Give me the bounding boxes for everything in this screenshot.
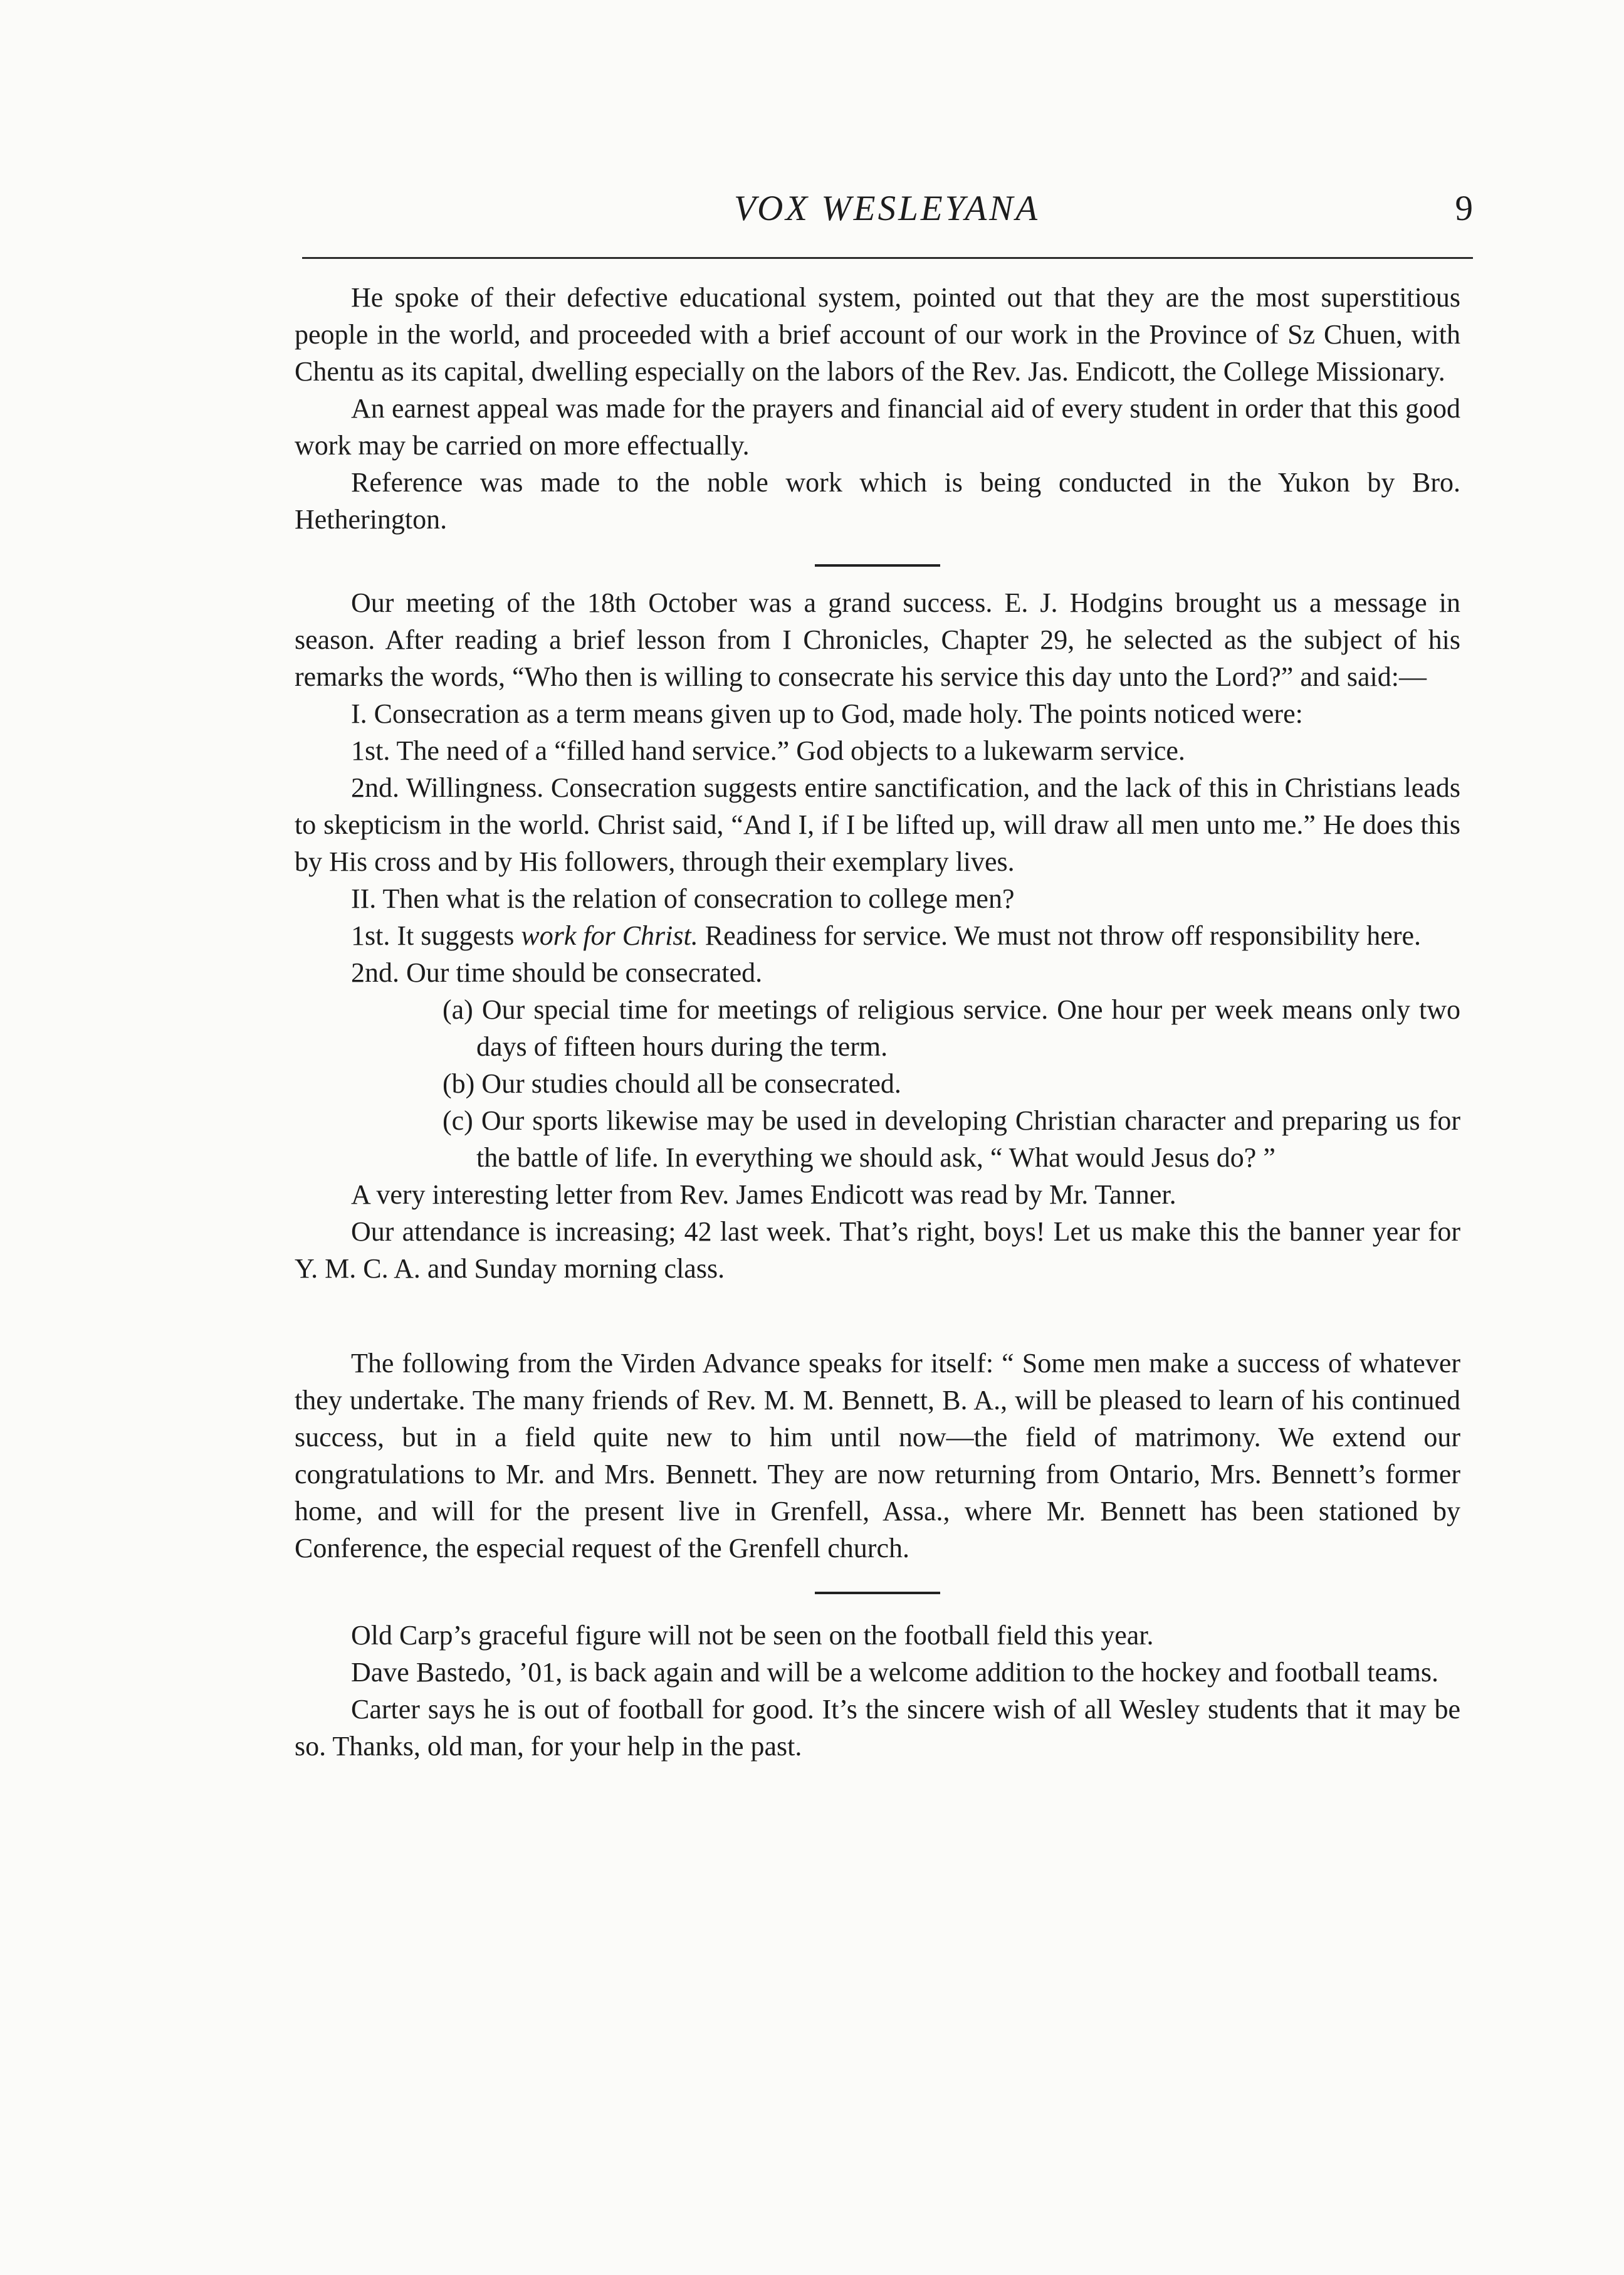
list-item: (b) Our studies chould all be consecrated. <box>443 1068 901 1099</box>
emphasis-text: work for Christ. <box>521 920 698 951</box>
paragraph: Reference was made to the noble work which is being conducted in the Yukon by Bro. Hetherington. <box>295 467 1460 535</box>
list-item: (c) Our sports likewise may be used in developing Christian character and preparing us for the battle of life. In everything we should ask, “ What would Jesus do? ” <box>443 1105 1460 1173</box>
paragraph: 2nd. Our time should be consecrated. <box>351 957 763 988</box>
paragraph-lead: 1st. It suggests <box>351 920 521 951</box>
journal-title: VOX WESLEYANA <box>733 189 1040 228</box>
running-header <box>301 188 1473 238</box>
paragraph: Our attendance is increasing; 42 last week. That’s right, boys! Let us make this the banner year for Y. M. C. A. and Sunday morning class. <box>295 1216 1460 1284</box>
section-divider <box>815 1592 940 1594</box>
paragraph: Carter says he is out of football for good. It’s the sincere wish of all Wesley students that it may be so. Thanks, old man, for your help in the past. <box>295 1694 1460 1762</box>
paragraph-rest: Readiness for service. We must not throw off responsibility here. <box>705 920 1422 951</box>
paragraph: Our meeting of the 18th October was a grand success. E. J. Hodgins brought us a message in season. After reading a brief lesson from I Chronicles, Chapter 29, he selected as the subject of his remarks the words, “Who then is willing to consecrate his service this day unto the Lord?” and said:— <box>295 587 1460 692</box>
paragraph <box>295 917 1460 954</box>
paragraph: I. Consecration as a term means given up to God, made holy. The points noticed were: <box>351 698 1303 729</box>
article-body <box>295 279 1460 1765</box>
list-item: (a) Our special time for meetings of religious service. One hour per week means only two days of fifteen hours during the term. <box>443 994 1460 1062</box>
paragraph: The following from the Virden Advance speaks for itself: “ Some men make a success of whatever they undertake. The many friends of Rev. M. M. Bennett, B. A., will be pleased to learn of his continued success, but in a field quite new to him until now—the field of matrimony. We extend our congratulations to Mr. and Mrs. Bennett. They are now returning from Ontario, Mrs. Bennett’s former home, and will for the present live in Grenfell, Assa., where Mr. Bennett has been stationed by Conference, the especial request of the Grenfell church. <box>295 1348 1460 1563</box>
paragraph: Dave Bastedo, ’01, is back again and will be a welcome addition to the hockey and football teams. <box>351 1657 1439 1688</box>
paragraph: II. Then what is the relation of consecration to college men? <box>351 883 1015 914</box>
paragraph: A very interesting letter from Rev. James Endicott was read by Mr. Tanner. <box>351 1179 1176 1210</box>
page-number: 9 <box>1455 189 1473 228</box>
paragraph: An earnest appeal was made for the prayers and financial aid of every student in order that this good work may be carried on more effectually. <box>295 393 1460 461</box>
header-rule <box>302 257 1473 259</box>
paragraph: He spoke of their defective educational system, pointed out that they are the most superstitious people in the world, and proceeded with a brief account of our work in the Province of Sz Chuen, with Chentu as its capital, dwelling especially on the labors of the Rev. Jas. Endicott, the College Missionary. <box>295 282 1460 387</box>
paragraph: 2nd. Willingness. Consecration suggests entire sanctification, and the lack of this in Christians leads to skepticism in the world. Christ said, “And I, if I be lifted up, will draw all men unto me.” He does this by His cross and by His followers, through their exemplary lives. <box>295 772 1460 877</box>
section-gap <box>295 1287 1460 1345</box>
section-divider <box>815 564 940 567</box>
paragraph: 1st. The need of a “filled hand service.” God objects to a lukewarm service. <box>351 735 1185 766</box>
paragraph: Old Carp’s graceful figure will not be seen on the football field this year. <box>351 1620 1154 1651</box>
